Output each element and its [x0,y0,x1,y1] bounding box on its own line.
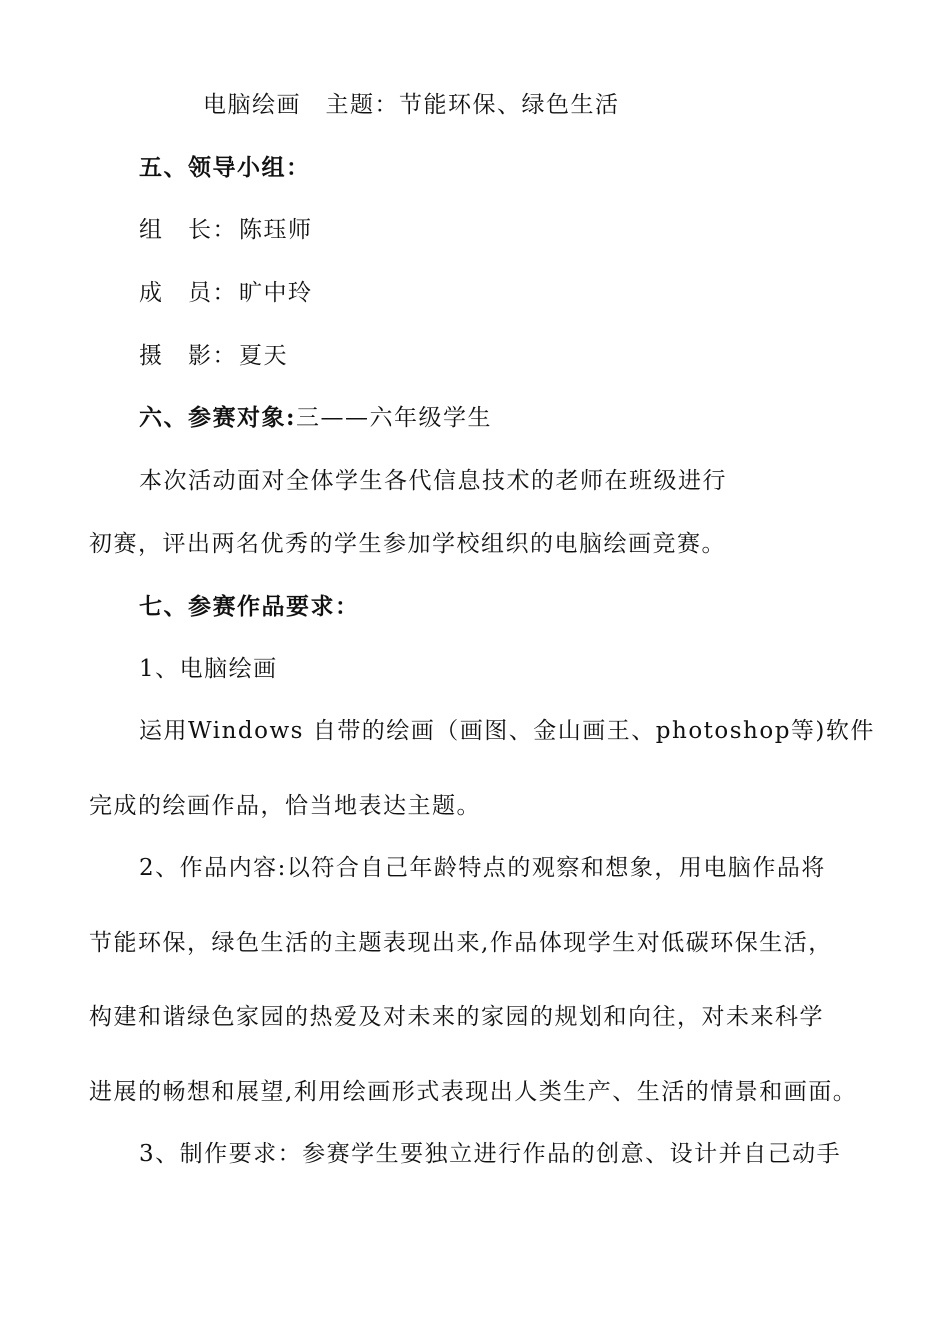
member-value: 夏天 [239,343,288,369]
member-leader [139,215,313,245]
section-5-heading: 五、领导小组： [139,154,311,181]
para2-line-2: 完成的绘画作品，恰当地表达主题。 [89,793,481,819]
section-6-heading: 六、参赛对象: [139,404,296,431]
para2-line-1: 运用Windows 自带的绘画（画图、金山画王、photoshop等)软件 [139,718,875,744]
section-6 [139,403,492,433]
para3-line-4: 进展的畅想和展望,利用绘画形式表现出人类生产、生活的情景和画面。 [89,1079,858,1105]
section-7-heading: 七、参赛作品要求： [139,593,360,620]
theme-line: 电脑绘画 主题：节能环保、绿色生活 [203,92,620,118]
para1-line-1: 本次活动面对全体学生各代信息技术的老师在班级进行 [139,468,727,494]
member-value: 旷中玲 [239,280,313,306]
para3-line-1: 2、作品内容:以符合自己年龄特点的观察和想象，用电脑作品将 [139,855,826,881]
member-label: 成 员： [139,280,237,306]
member-label: 摄 影： [139,343,237,369]
para3-line-2: 节能环保，绿色生活的主题表现出来,作品体现学生对低碳环保生活， [89,930,833,956]
para3-line-3: 构建和谐绿色家园的热爱及对未来的家园的规划和向往，对未来科学 [89,1004,824,1030]
para1-line-2: 初赛，评出两名优秀的学生参加学校组织的电脑绘画竞赛。 [89,531,726,557]
member-label: 组 长： [139,217,237,243]
item-1-title: 1、电脑绘画 [139,656,278,682]
member-photography [139,341,288,371]
member-value: 陈珏师 [239,217,313,243]
member-staff [139,278,313,308]
section-6-value: 三——六年级学生 [296,405,492,431]
para4-line-1: 3、制作要求：参赛学生要独立进行作品的创意、设计并自己动手 [139,1141,842,1167]
